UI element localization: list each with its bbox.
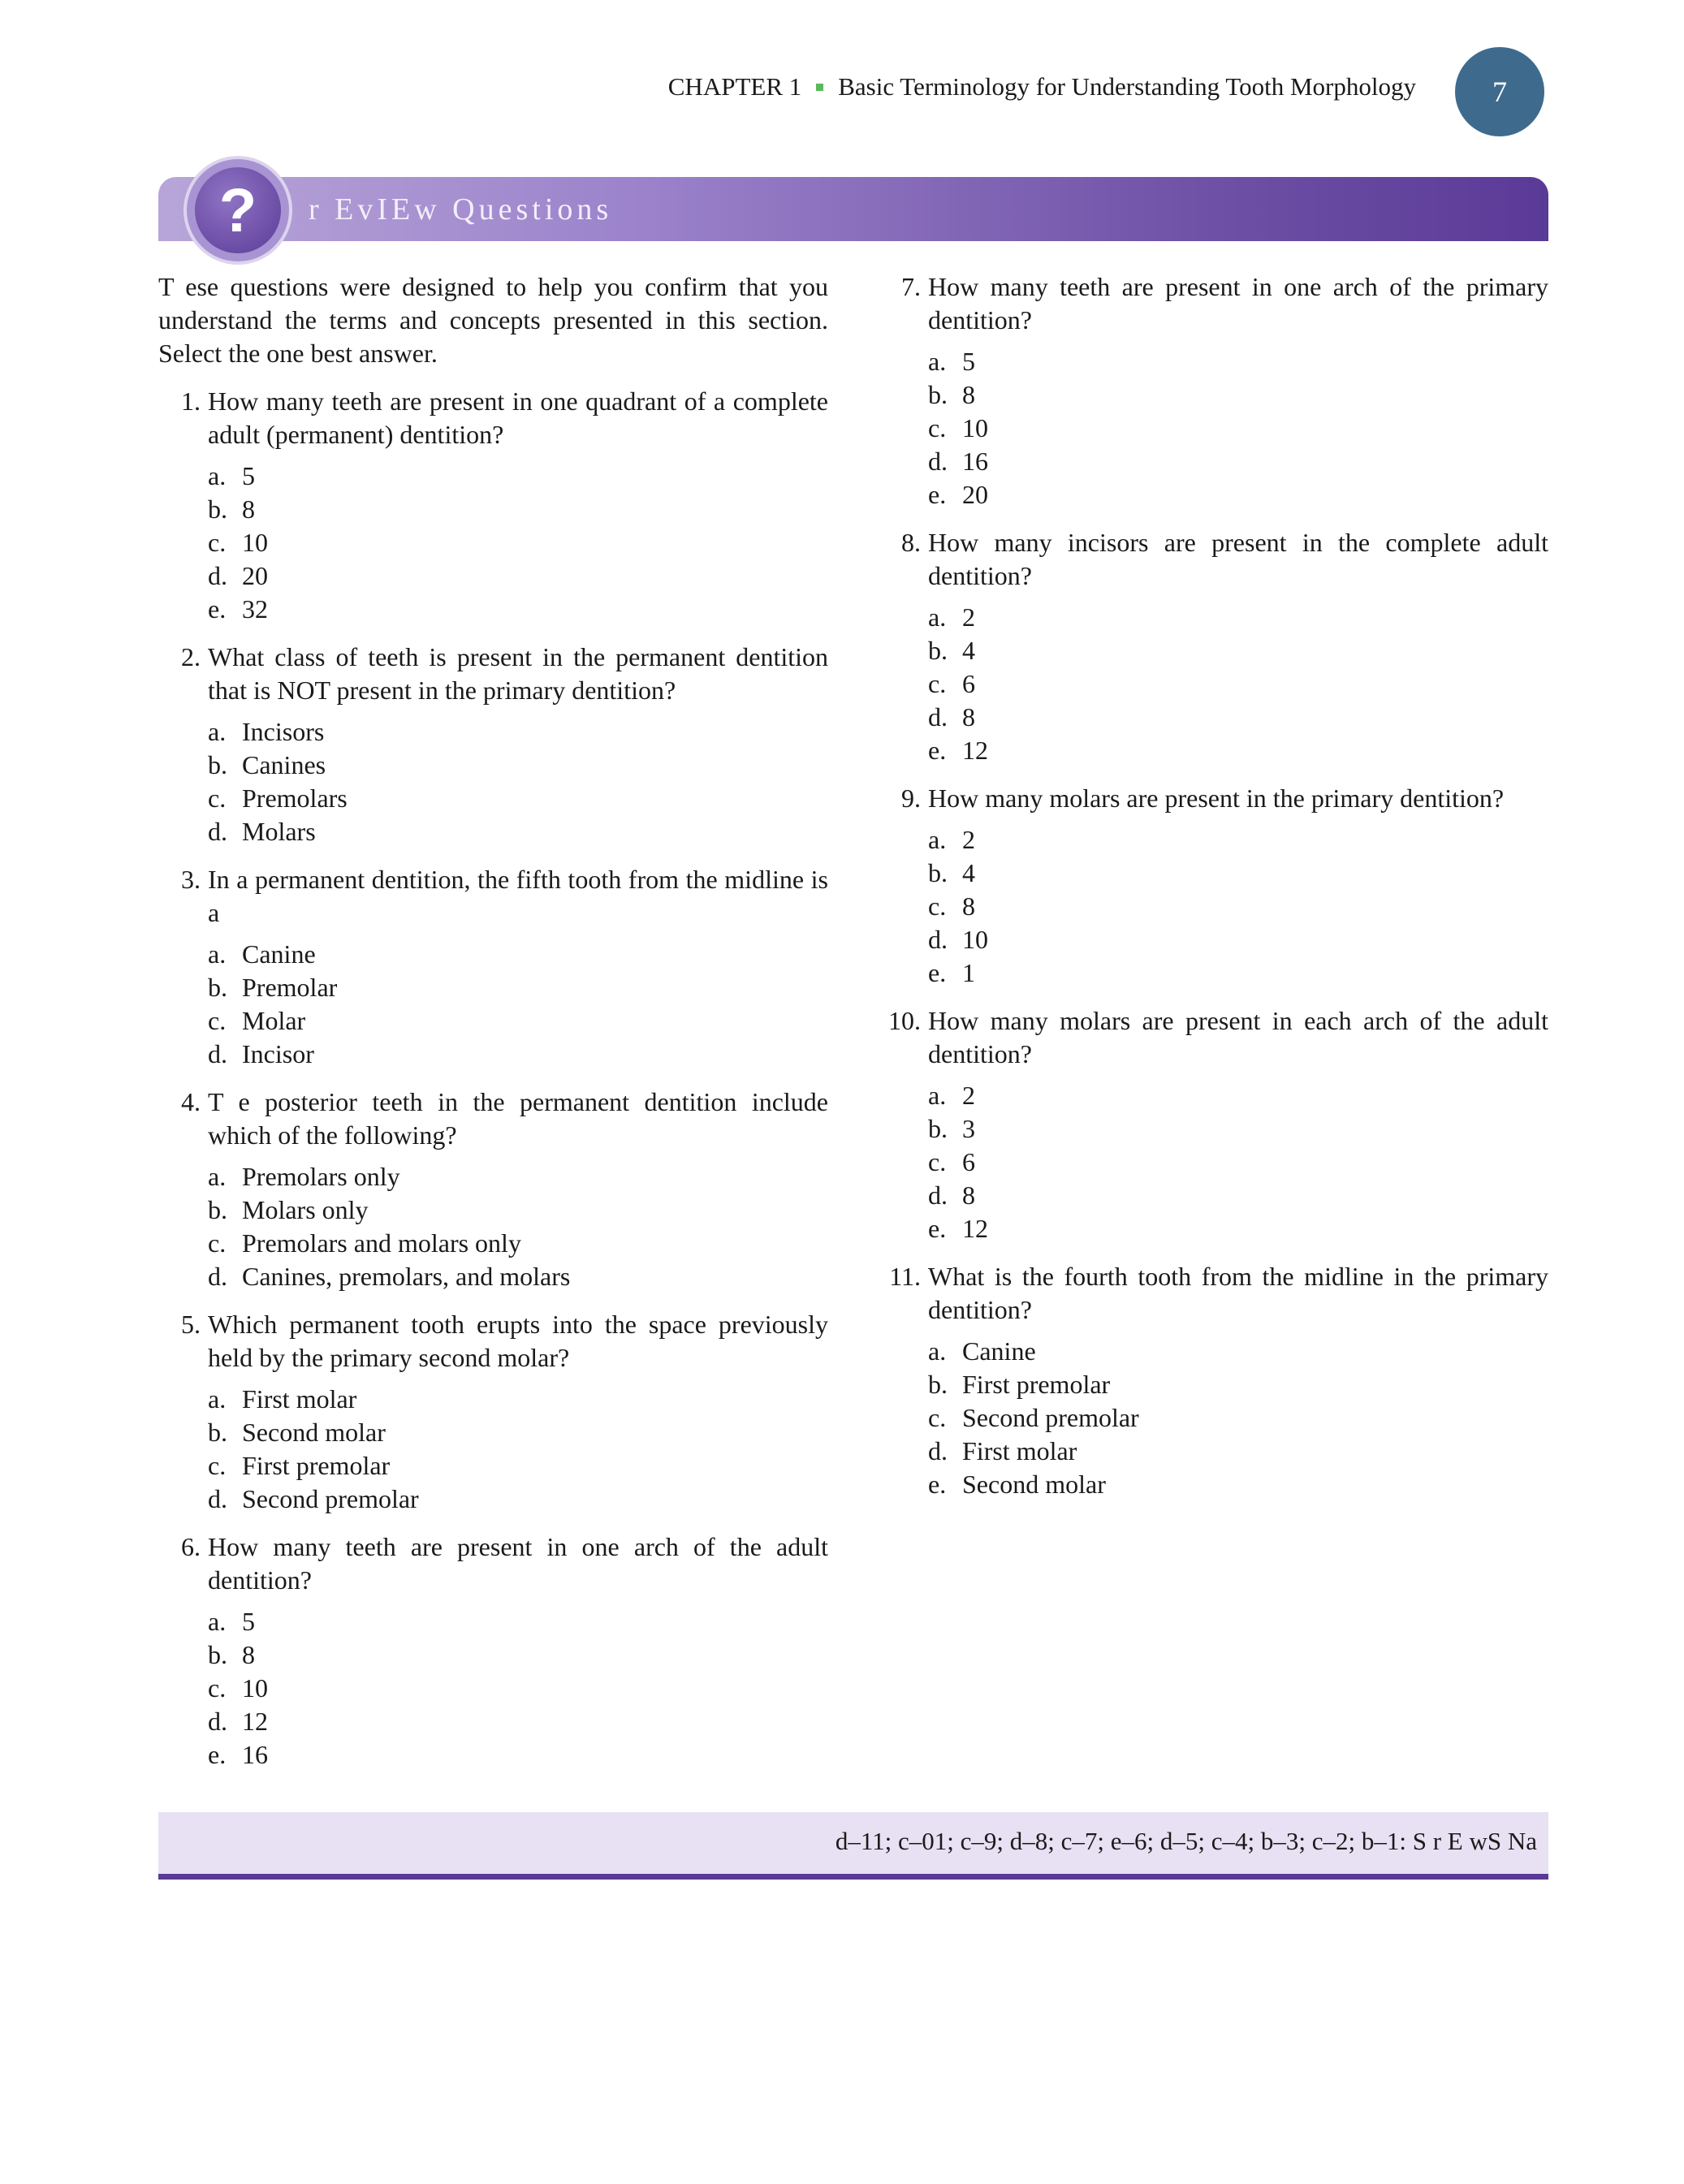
question-number: 11. <box>889 1262 921 1291</box>
answer-option <box>928 1179 1548 1212</box>
option-text: 32 <box>242 594 268 624</box>
question-text: How many molars are present in the primary dentition? <box>928 783 1505 813</box>
answer-options <box>201 1605 828 1772</box>
option-letter: d. <box>208 1262 227 1291</box>
answer-options <box>201 938 828 1071</box>
question-stem <box>879 782 1548 815</box>
question-item <box>158 1530 828 1772</box>
question-number: 3. <box>181 865 201 894</box>
option-text: Premolar <box>242 973 338 1002</box>
option-letter: c. <box>928 413 947 442</box>
answer-option <box>208 938 828 971</box>
option-text: 12 <box>962 736 988 765</box>
running-header <box>668 72 1416 101</box>
answer-option <box>928 823 1548 857</box>
answer-option <box>928 634 1548 667</box>
option-text: Canine <box>242 939 316 969</box>
answer-option <box>208 460 828 493</box>
answer-option <box>208 782 828 815</box>
option-letter: e. <box>928 1214 947 1243</box>
option-text: First premolar <box>242 1451 391 1480</box>
option-letter: c. <box>928 1147 947 1176</box>
question-item <box>158 863 828 1071</box>
question-text: What class of teeth is present in the permanent dentition that is NOT present in the primary dentition? <box>208 642 828 705</box>
answer-option <box>208 1672 828 1705</box>
answer-option <box>208 1605 828 1638</box>
question-stem <box>158 1308 828 1375</box>
option-text: Molar <box>242 1006 306 1035</box>
answer-option <box>928 923 1548 956</box>
question-stem <box>158 385 828 451</box>
question-text: Which permanent tooth erupts into the space previously held by the primary second molar? <box>208 1310 828 1372</box>
option-text: 2 <box>962 825 975 854</box>
answer-option <box>928 1212 1548 1245</box>
question-text: How many teeth are present in one arch of the primary dentition? <box>928 272 1548 335</box>
question-stem <box>158 641 828 707</box>
answer-options <box>921 601 1548 767</box>
option-letter: c. <box>208 1006 227 1035</box>
answer-option <box>208 593 828 626</box>
option-letter: d. <box>928 925 948 954</box>
option-text: 5 <box>242 461 255 490</box>
question-text: What is the fourth tooth from the midline in the primary dentition? <box>928 1262 1548 1324</box>
question-stem <box>879 270 1548 337</box>
answer-option <box>208 1416 828 1449</box>
question-text: How many incisors are present in the complete adult dentition? <box>928 528 1548 590</box>
option-letter: e. <box>928 480 947 509</box>
answer-option <box>928 857 1548 890</box>
option-letter: a. <box>928 825 947 854</box>
option-text: 6 <box>962 1147 975 1176</box>
option-letter: b. <box>928 858 948 887</box>
option-text: 4 <box>962 636 975 665</box>
question-text: How many teeth are present in one quadrant of a complete adult (permanent) dentition? <box>208 386 828 449</box>
option-letter: d. <box>208 817 227 846</box>
question-stem <box>879 1004 1548 1071</box>
answer-options <box>201 1160 828 1293</box>
option-letter: a. <box>928 347 947 376</box>
option-letter: d. <box>208 1039 227 1068</box>
option-letter: a. <box>928 602 947 632</box>
option-letter: d. <box>208 1707 227 1736</box>
answer-option <box>208 1038 828 1071</box>
option-text: First molar <box>962 1436 1077 1465</box>
option-text: Premolars <box>242 783 348 813</box>
option-letter: a. <box>208 1607 227 1636</box>
option-letter: a. <box>928 1336 947 1366</box>
option-text: Second molar <box>242 1418 386 1447</box>
answer-option <box>208 559 828 593</box>
question-text: In a permanent dentition, the fifth tooth from the midline is a <box>208 865 828 927</box>
option-letter: e. <box>928 958 947 987</box>
answer-option <box>208 1160 828 1193</box>
answer-option <box>928 734 1548 767</box>
question-item <box>879 270 1548 511</box>
answer-options <box>921 1335 1548 1501</box>
option-text: 8 <box>962 891 975 921</box>
option-letter: c. <box>208 1228 227 1258</box>
question-mark-badge <box>187 159 289 261</box>
answer-options <box>921 345 1548 511</box>
answer-option <box>208 1193 828 1227</box>
option-text: Second premolar <box>242 1484 419 1513</box>
option-text: Molars only <box>242 1195 369 1224</box>
option-letter: a. <box>208 1384 227 1414</box>
answer-option <box>208 715 828 749</box>
option-text: Canines <box>242 750 326 779</box>
right-question-list <box>879 270 1548 1501</box>
answer-option <box>208 815 828 848</box>
answer-option <box>928 1079 1548 1112</box>
option-text: 16 <box>962 447 988 476</box>
question-number: 5. <box>181 1310 201 1339</box>
question-stem <box>158 1086 828 1152</box>
option-text: Incisor <box>242 1039 314 1068</box>
answer-option <box>208 526 828 559</box>
option-text: 12 <box>242 1707 268 1736</box>
option-text: 8 <box>962 380 975 409</box>
question-stem <box>158 1530 828 1597</box>
option-letter: d. <box>208 561 227 590</box>
answer-option <box>208 1260 828 1293</box>
answer-option <box>928 1146 1548 1179</box>
option-text: 10 <box>962 925 988 954</box>
option-letter: c. <box>928 891 947 921</box>
option-letter: b. <box>208 494 227 524</box>
option-text: 8 <box>962 702 975 732</box>
right-column <box>879 270 1548 1516</box>
question-number: 4. <box>181 1087 201 1116</box>
option-letter: a. <box>928 1081 947 1110</box>
review-questions-banner <box>158 177 1548 241</box>
answer-option <box>928 1368 1548 1401</box>
question-number: 8. <box>901 528 921 557</box>
chapter-label: CHAPTER 1 <box>667 72 802 101</box>
answer-option <box>208 493 828 526</box>
option-text: Premolars and molars only <box>242 1228 521 1258</box>
option-text: 3 <box>962 1114 975 1143</box>
answer-option <box>928 601 1548 634</box>
answer-option <box>928 1112 1548 1146</box>
option-letter: b. <box>928 1370 948 1399</box>
answer-option <box>208 1705 828 1738</box>
question-item <box>879 782 1548 990</box>
answer-options <box>201 1383 828 1516</box>
option-letter: c. <box>208 1673 227 1703</box>
answer-option <box>208 749 828 782</box>
option-text: 2 <box>962 1081 975 1110</box>
page-number: 7 <box>1455 47 1544 136</box>
left-question-list <box>158 385 828 1772</box>
option-text: Premolars only <box>242 1162 400 1191</box>
answer-option <box>928 445 1548 478</box>
answer-options <box>921 823 1548 990</box>
option-letter: c. <box>928 669 947 698</box>
option-letter: d. <box>928 1180 948 1210</box>
option-text: 8 <box>242 494 255 524</box>
answer-option <box>208 1483 828 1516</box>
option-text: 1 <box>962 958 975 987</box>
option-text: 20 <box>242 561 268 590</box>
option-text: Incisors <box>242 717 325 746</box>
answer-option <box>928 412 1548 445</box>
question-number: 9. <box>901 783 921 813</box>
option-text: 16 <box>242 1740 268 1769</box>
option-letter: e. <box>928 1470 947 1499</box>
answer-option <box>928 1435 1548 1468</box>
option-text: 10 <box>962 413 988 442</box>
option-text: Canines, premolars, and molars <box>242 1262 571 1291</box>
option-text: 8 <box>242 1640 255 1669</box>
option-letter: e. <box>208 594 227 624</box>
left-column <box>158 270 828 1786</box>
option-text: 10 <box>242 1673 268 1703</box>
option-text: 5 <box>962 347 975 376</box>
option-letter: a. <box>208 717 227 746</box>
option-text: Molars <box>242 817 316 846</box>
question-text: How many molars are present in each arch of the adult dentition? <box>928 1006 1548 1068</box>
option-letter: a. <box>208 461 227 490</box>
question-text: T e posterior teeth in the permanent dentition include which of the following? <box>208 1087 828 1150</box>
answer-options <box>921 1079 1548 1245</box>
question-item <box>158 641 828 848</box>
question-item <box>158 1308 828 1516</box>
question-number: 10. <box>888 1006 921 1035</box>
answer-option <box>208 1449 828 1483</box>
option-text: First molar <box>242 1384 357 1414</box>
banner-title: r EvIEw Questions <box>309 192 613 227</box>
option-text: 20 <box>962 480 988 509</box>
option-letter: b. <box>928 380 948 409</box>
answer-option <box>928 1401 1548 1435</box>
answer-option <box>928 890 1548 923</box>
question-stem <box>158 863 828 930</box>
option-letter: b. <box>208 1195 227 1224</box>
option-letter: d. <box>928 702 948 732</box>
option-letter: d. <box>208 1484 227 1513</box>
option-letter: b. <box>208 973 227 1002</box>
option-text: 2 <box>962 602 975 632</box>
answer-options <box>201 460 828 626</box>
answer-option <box>208 1383 828 1416</box>
question-stem <box>879 1260 1548 1327</box>
option-letter: b. <box>928 1114 948 1143</box>
answer-key-band <box>158 1812 1548 1880</box>
option-text: 6 <box>962 669 975 698</box>
answer-option <box>928 701 1548 734</box>
option-letter: c. <box>208 783 227 813</box>
option-text: Second molar <box>962 1470 1106 1499</box>
question-item <box>158 1086 828 1293</box>
option-text: First premolar <box>962 1370 1111 1399</box>
question-item <box>879 1260 1548 1501</box>
question-mark-icon: ? <box>195 167 281 253</box>
question-number: 7. <box>901 272 921 301</box>
answer-option <box>208 1227 828 1260</box>
answer-option <box>928 1335 1548 1368</box>
option-letter: d. <box>928 1436 948 1465</box>
question-text: How many teeth are present in one arch of the adult dentition? <box>208 1532 828 1595</box>
option-letter: e. <box>208 1740 227 1769</box>
answer-option <box>208 1638 828 1672</box>
option-letter: c. <box>208 528 227 557</box>
answer-option <box>928 667 1548 701</box>
option-letter: a. <box>208 939 227 969</box>
answer-option <box>928 956 1548 990</box>
option-letter: b. <box>928 636 948 665</box>
option-text: Canine <box>962 1336 1036 1366</box>
answer-option <box>928 345 1548 378</box>
answer-option <box>208 1738 828 1772</box>
question-item <box>158 385 828 626</box>
option-text: 5 <box>242 1607 255 1636</box>
header-bullet <box>816 84 823 91</box>
option-text: 8 <box>962 1180 975 1210</box>
question-number: 6. <box>181 1532 201 1561</box>
answer-option <box>928 478 1548 511</box>
answer-options <box>201 715 828 848</box>
chapter-title: Basic Terminology for Understanding Tooth Morphology <box>838 72 1416 101</box>
question-item <box>879 526 1548 767</box>
option-letter: d. <box>928 447 948 476</box>
question-stem <box>879 526 1548 593</box>
question-number: 1. <box>181 386 201 416</box>
option-letter: a. <box>208 1162 227 1191</box>
option-letter: b. <box>208 750 227 779</box>
intro-paragraph: T ese questions were designed to help you confirm that you understand the terms and concepts presented in this section. Select the one best answer. <box>158 272 828 368</box>
option-letter: e. <box>928 736 947 765</box>
option-text: 12 <box>962 1214 988 1243</box>
answer-option <box>928 378 1548 412</box>
answer-option <box>208 1004 828 1038</box>
question-number: 2. <box>181 642 201 671</box>
option-text: 10 <box>242 528 268 557</box>
option-text: Second premolar <box>962 1403 1139 1432</box>
option-letter: b. <box>208 1418 227 1447</box>
option-letter: c. <box>928 1403 947 1432</box>
question-item <box>879 1004 1548 1245</box>
option-letter: b. <box>208 1640 227 1669</box>
answer-key-text: d–11; c–01; c–9; d–8; c–7; e–6; d–5; c–4; b–3; c–2; b–1: S r E wS Na <box>835 1827 1537 1855</box>
answer-option <box>208 971 828 1004</box>
option-letter: c. <box>208 1451 227 1480</box>
answer-option <box>928 1468 1548 1501</box>
option-text: 4 <box>962 858 975 887</box>
